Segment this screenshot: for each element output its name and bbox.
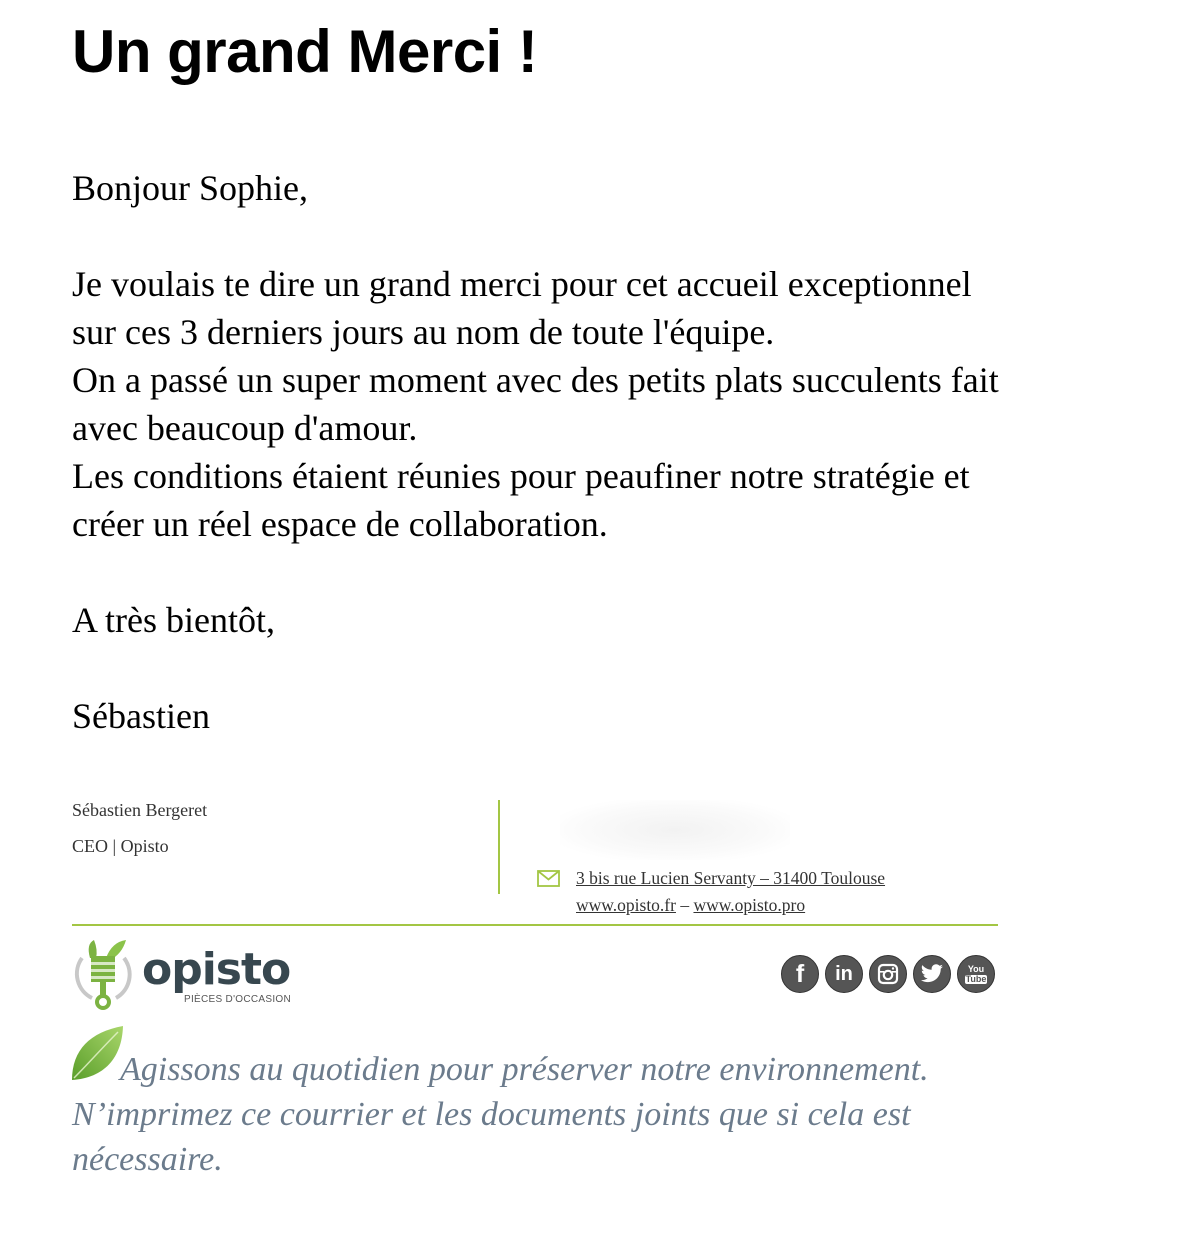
youtube-bottom: Tube: [965, 973, 987, 984]
email-subject: Un grand Merci !: [72, 18, 538, 85]
signature-horizontal-rule: [72, 924, 998, 926]
youtube-top: You: [967, 963, 985, 974]
linkedin-glyph: in: [835, 962, 853, 985]
opisto-logo-tagline: PIÈCES D'OCCASION: [184, 994, 292, 1005]
instagram-glyph: [877, 963, 899, 985]
website-link-pro[interactable]: www.opisto.pro: [693, 895, 806, 915]
signature-address[interactable]: 3 bis rue Lucien Servanty – 31400 Toulouse: [576, 868, 886, 888]
links-separator: –: [675, 895, 694, 915]
eco-notice-line: Agissons au quotidien pour préserver notre environnement.: [120, 1051, 929, 1088]
twitter-glyph: [920, 964, 944, 984]
email-paragraph: [72, 260, 1132, 548]
signature-name: Sébastien Bergeret: [72, 800, 208, 820]
eco-notice-line: nécessaire.: [72, 1141, 223, 1178]
website-link-fr[interactable]: www.opisto.fr: [576, 895, 676, 915]
signature-banner-image: [560, 800, 790, 860]
signature-divider: [498, 800, 500, 894]
signature-links: [576, 895, 805, 916]
eco-notice-line: N’imprimez ce courrier et les documents joints que si cela est: [72, 1096, 911, 1133]
instagram-icon[interactable]: [869, 955, 907, 993]
paragraph-line: Les conditions étaient réunies pour peaufiner notre stratégie et: [72, 456, 970, 496]
facebook-glyph: f: [795, 959, 805, 988]
email-closing: A très bientôt,: [72, 600, 275, 640]
social-links: [781, 955, 995, 993]
eco-notice: [72, 1047, 1032, 1182]
paragraph-line: avec beaucoup d'amour.: [72, 408, 418, 448]
paragraph-line: sur ces 3 derniers jours au nom de toute l'équipe.: [72, 312, 775, 352]
email-greeting: Bonjour Sophie,: [72, 168, 309, 208]
youtube-icon[interactable]: [957, 955, 995, 993]
email-sender-name: Sébastien: [72, 696, 210, 736]
paintbrush-logo-icon: [70, 936, 136, 1014]
youtube-glyph: [965, 965, 988, 984]
mail-icon: [537, 870, 560, 887]
linkedin-icon[interactable]: [825, 955, 863, 993]
paragraph-line: On a passé un super moment avec des petits plats succulents fait: [72, 360, 999, 400]
signature-role: CEO | Opisto: [72, 836, 169, 856]
paragraph-line: Je voulais te dire un grand merci pour cet accueil exceptionnel: [72, 264, 972, 304]
twitter-icon[interactable]: [913, 955, 951, 993]
opisto-logo-text: opisto: [142, 944, 291, 995]
facebook-icon[interactable]: [781, 955, 819, 993]
paragraph-line: créer un réel espace de collaboration.: [72, 504, 608, 544]
